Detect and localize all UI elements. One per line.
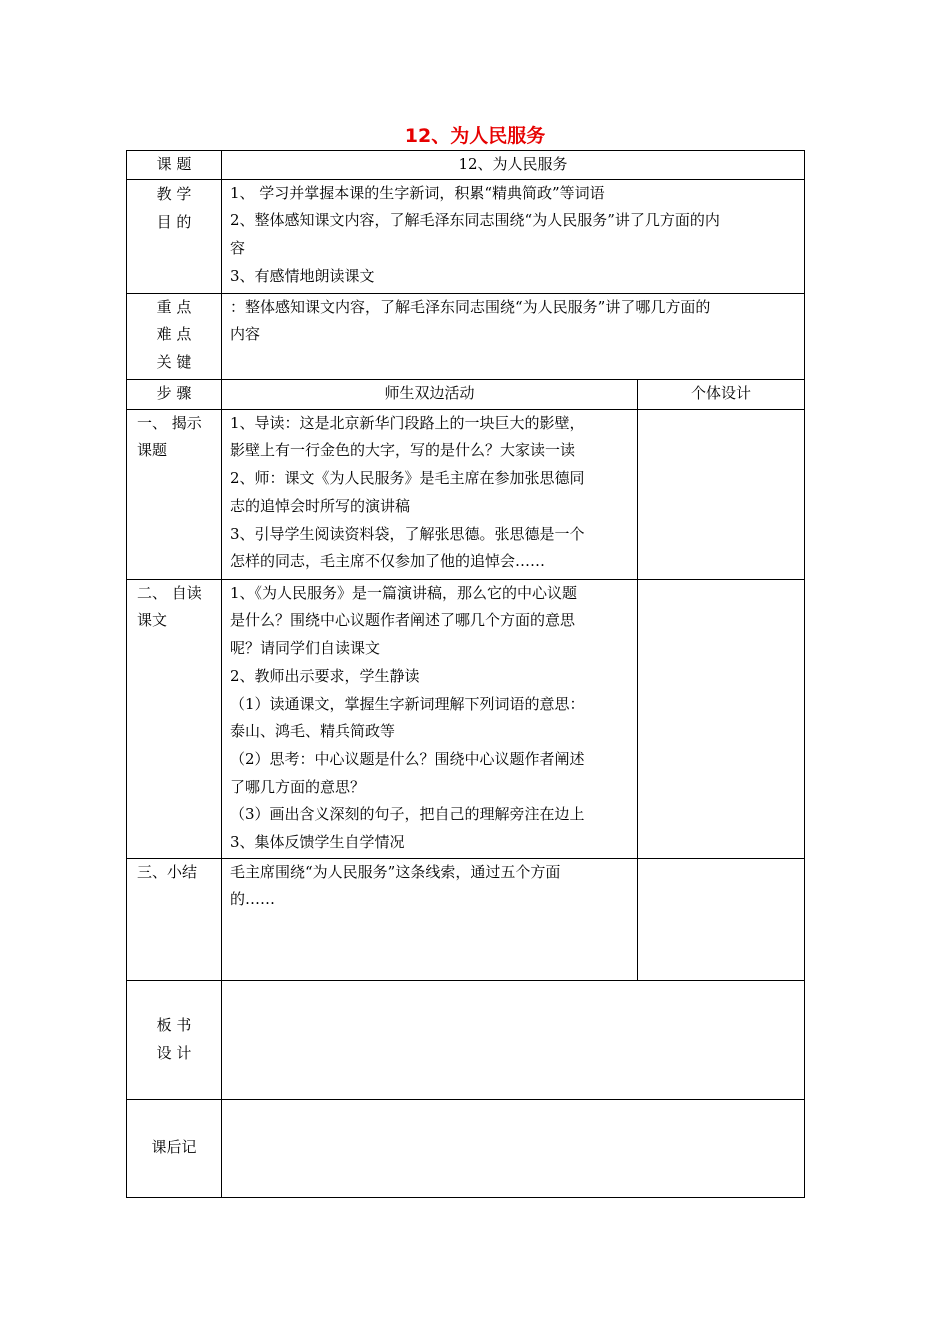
step-design bbox=[638, 858, 805, 980]
steps-header-row bbox=[127, 379, 805, 409]
notes-label: 课后记 bbox=[127, 1099, 222, 1197]
design-header: 个体设计 bbox=[638, 379, 805, 409]
key-label-line3: 关 键 bbox=[156, 352, 192, 371]
activity-line: 是什么？围绕中心议题作者阐述了哪几个方面的意思 bbox=[230, 611, 576, 630]
key-points-content bbox=[222, 293, 805, 379]
goals-row bbox=[127, 179, 805, 293]
step-row bbox=[127, 858, 805, 980]
goals-label-line2: 目 的 bbox=[156, 212, 192, 231]
goals-line: 2、整体感知课文内容，了解毛泽东同志围绕“为人民服务”讲了几方面的内 bbox=[230, 211, 720, 230]
notes-row bbox=[127, 1099, 805, 1197]
activity-line: 毛主席围绕“为人民服务”这条线索，通过五个方面 bbox=[230, 862, 561, 881]
step-activity bbox=[222, 579, 638, 858]
activity-line: 影壁上有一行金色的大字，写的是什么？大家读一读 bbox=[230, 441, 576, 460]
key-label-line1: 重 点 bbox=[156, 297, 192, 316]
step-label-line1: 三、小结 bbox=[137, 862, 198, 881]
step-label bbox=[127, 409, 222, 579]
goals-line: 1、 学习并掌握本课的生字新词，积累“精典简政”等词语 bbox=[230, 183, 605, 202]
activity-header: 师生双边活动 bbox=[222, 379, 638, 409]
activity-line: 泰山、鸿毛、精兵简政等 bbox=[230, 722, 396, 741]
key-points-label bbox=[127, 293, 222, 379]
activity-line: 1、《为人民服务》是一篇演讲稿，那么它的中心议题 bbox=[230, 583, 578, 602]
goals-line: 容 bbox=[230, 239, 246, 258]
step-row bbox=[127, 409, 805, 579]
step-label bbox=[127, 579, 222, 858]
goals-label-line1: 教 学 bbox=[156, 184, 192, 203]
step-row bbox=[127, 579, 805, 858]
activity-line: 了哪几方面的意思？ bbox=[230, 777, 366, 796]
board-label-line2: 设 计 bbox=[156, 1043, 192, 1062]
board-design-label bbox=[127, 980, 222, 1099]
document-title: 12、为人民服务 bbox=[404, 125, 546, 147]
board-design-content bbox=[222, 980, 805, 1099]
activity-line: 3、集体反馈学生自学情况 bbox=[230, 833, 405, 852]
activity-line: 1、导读：这是北京新华门段路上的一块巨大的影壁， bbox=[230, 413, 585, 432]
key-points-row bbox=[127, 293, 805, 379]
step-design bbox=[638, 409, 805, 579]
key-points-line: ：整体感知课文内容，了解毛泽东同志围绕“为人民服务”讲了哪几方面的 bbox=[230, 297, 711, 316]
activity-line: 的…… bbox=[230, 890, 276, 909]
topic-label: 课 题 bbox=[127, 151, 222, 180]
activity-line: 志的追悼会时所写的演讲稿 bbox=[230, 496, 411, 515]
activity-line: 2、教师出示要求，学生静读 bbox=[230, 666, 420, 685]
key-points-line: 内容 bbox=[230, 325, 261, 344]
topic-row bbox=[127, 151, 805, 180]
activity-line: 2、师：课文《为人民服务》是毛主席在参加张思德同 bbox=[230, 469, 585, 488]
goals-content bbox=[222, 179, 805, 293]
step-label-line1: 一、 揭示 bbox=[137, 413, 202, 432]
lesson-plan-table bbox=[126, 150, 805, 1198]
activity-line: 3、引导学生阅读资料袋，了解张思德。张思德是一个 bbox=[230, 524, 585, 543]
goals-line: 3、有感情地朗读课文 bbox=[230, 266, 375, 285]
step-activity bbox=[222, 858, 638, 980]
notes-content bbox=[222, 1099, 805, 1197]
activity-line: （2）思考：中心议题是什么？围绕中心议题作者阐述 bbox=[230, 749, 585, 768]
activity-line: （3）画出含义深刻的句子，把自己的理解旁注在边上 bbox=[230, 805, 585, 824]
board-label-line1: 板 书 bbox=[156, 1016, 192, 1034]
step-label-line1: 二、 自读 bbox=[137, 583, 202, 602]
activity-line: （1）读通课文，掌握生字新词理解下列词语的意思： bbox=[230, 694, 585, 713]
step-label-line2: 课文 bbox=[137, 611, 168, 630]
activity-line: 呢？请同学们自读课文 bbox=[230, 639, 381, 658]
topic-value: 12、为人民服务 bbox=[222, 151, 805, 180]
key-label-line2: 难 点 bbox=[156, 325, 192, 344]
board-design-row bbox=[127, 980, 805, 1099]
step-design bbox=[638, 579, 805, 858]
activity-line: 怎样的同志，毛主席不仅参加了他的追悼会…… bbox=[230, 552, 546, 571]
goals-label bbox=[127, 179, 222, 293]
step-activity bbox=[222, 409, 638, 579]
step-header: 步 骤 bbox=[127, 379, 222, 409]
step-label-line2: 课题 bbox=[137, 441, 168, 460]
step-label bbox=[127, 858, 222, 980]
